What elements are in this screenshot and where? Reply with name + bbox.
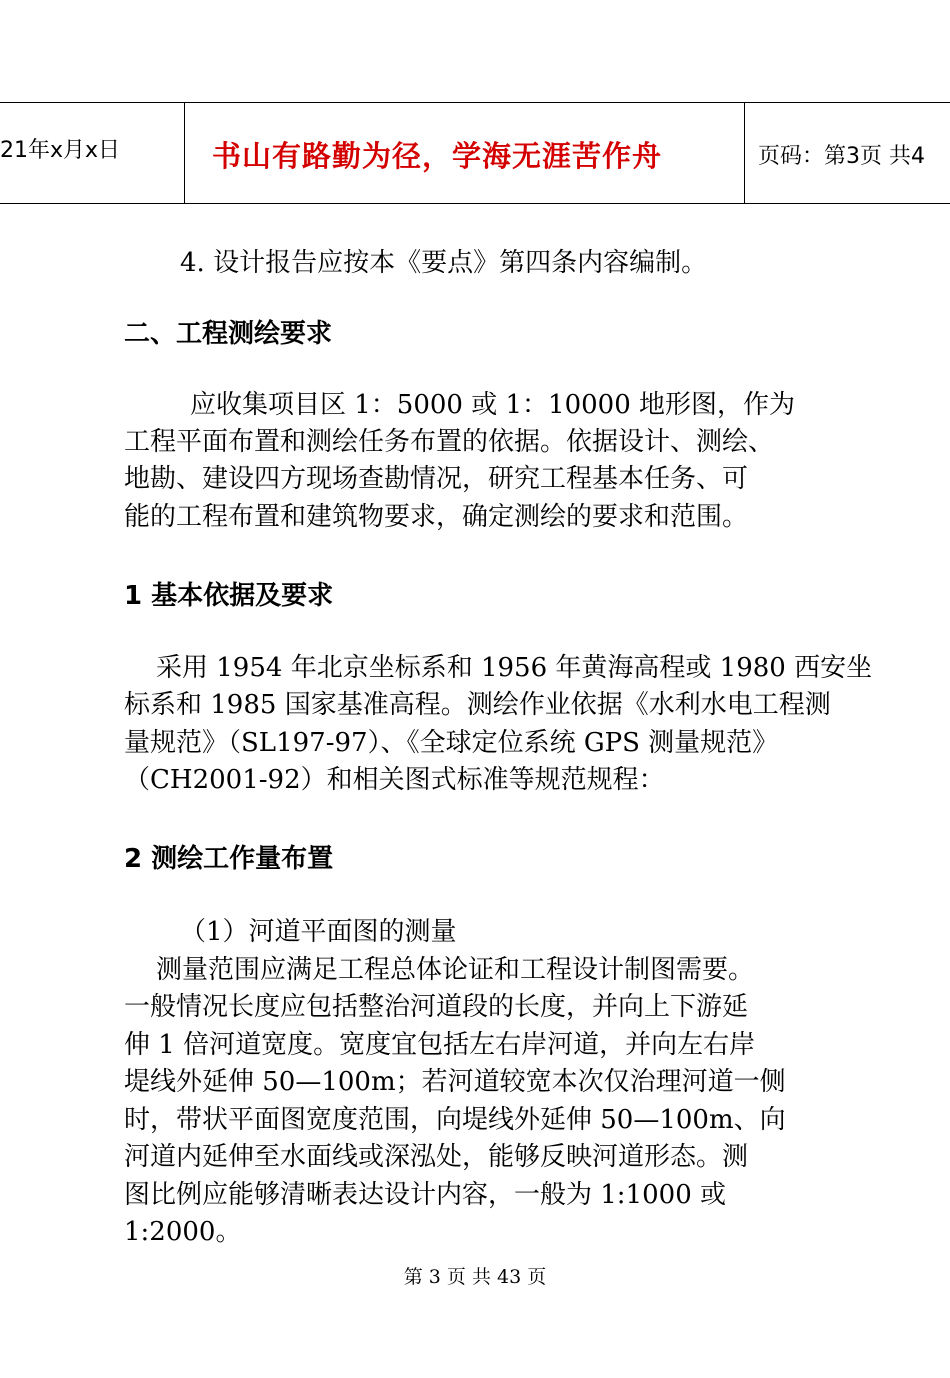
header-date: 21年x月x日 [0, 138, 121, 163]
paragraph-line: 时，带状平面图宽度范围，向堤线外延伸 50—100m、向 [124, 1105, 786, 1135]
paragraph-line: 1:2000。 [124, 1217, 242, 1247]
paragraph-line: 伸 1 倍河道宽度。宽度宜包括左右岸河道，并向左右岸 [124, 1030, 756, 1060]
subsection-heading: 1 基本依据及要求 [124, 581, 334, 611]
header-motto: 书山有路勤为径，学海无涯苦作舟 [212, 139, 663, 173]
list-item: （1）河道平面图的测量 [180, 917, 457, 947]
header-page-number: 页码：第3页 共4 [758, 144, 925, 169]
paragraph-line: 河道内延伸至水面线或深泓处，能够反映河道形态。测 [124, 1142, 749, 1172]
header-divider [744, 103, 745, 203]
paragraph-line: 地勘、建设四方现场查勘情况，研究工程基本任务、可 [124, 464, 749, 494]
paragraph-line: 应收集项目区 1：5000 或 1：10000 地形图，作为 [190, 390, 796, 420]
section-heading: 二、工程测绘要求 [124, 319, 333, 349]
header-divider [184, 103, 185, 203]
paragraph-line: 图比例应能够清晰表达设计内容，一般为 1:1000 或 [124, 1180, 726, 1210]
paragraph-line: 堤线外延伸 50—100m；若河道较宽本次仅治理河道一侧 [124, 1067, 786, 1097]
subsection-heading: 2 测绘工作量布置 [124, 844, 334, 874]
paragraph-line: 能的工程布置和建筑物要求，确定测绘的要求和范围。 [124, 502, 749, 532]
list-item-4: 4. 设计报告应按本《要点》第四条内容编制。 [180, 248, 708, 278]
paragraph-line: 量规范》（SL197-97）、《全球定位系统 GPS 测量规范》 [124, 728, 779, 758]
paragraph-line: 一般情况长度应包括整治河道段的长度，并向上下游延 [124, 992, 749, 1022]
paragraph-line: 标系和 1985 国家基准高程。测绘作业依据《水利水电工程测 [124, 690, 831, 720]
page-header [0, 102, 950, 204]
paragraph-line: 采用 1954 年北京坐标系和 1956 年黄海高程或 1980 西安坐 [156, 653, 873, 683]
paragraph-line: 测量范围应满足工程总体论证和工程设计制图需要。 [156, 955, 755, 985]
page-footer: 第 3 页 共 43 页 [403, 1266, 547, 1288]
paragraph-line: 工程平面布置和测绘任务布置的依据。依据设计、测绘、 [124, 427, 775, 457]
paragraph-line: （CH2001-92）和相关图式标准等规范规程： [124, 765, 665, 795]
